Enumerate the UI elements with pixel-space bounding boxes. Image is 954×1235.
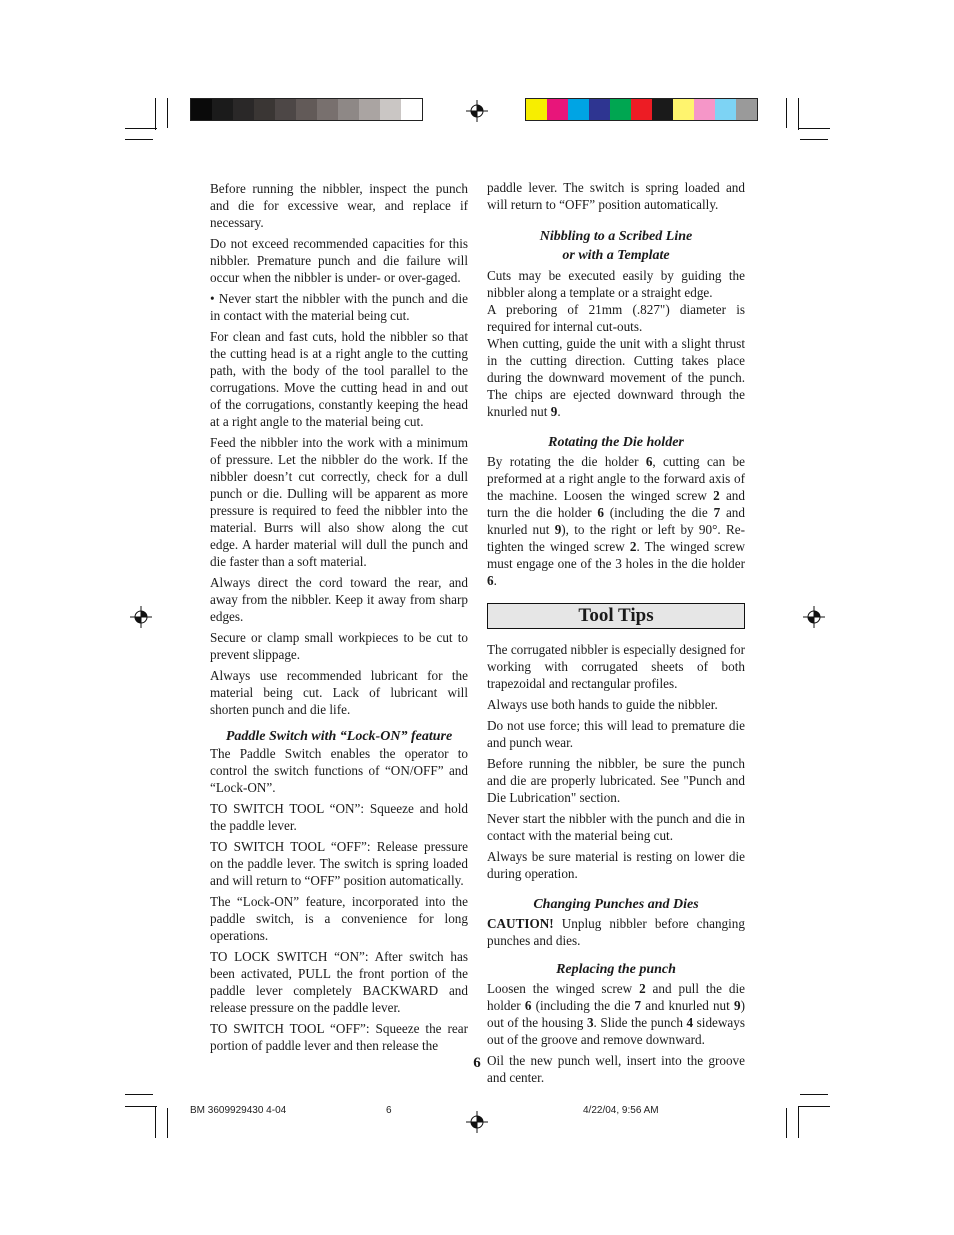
text-run: and pull the die holder bbox=[487, 981, 746, 1013]
text-run: (including the die bbox=[603, 505, 714, 520]
crop-mark bbox=[125, 1106, 157, 1107]
text-run: . bbox=[557, 404, 561, 419]
paragraph: The Paddle Switch enables the operator to control the switch functions of “ON/OFF” and “Lock-ON”. bbox=[210, 746, 468, 795]
crop-mark bbox=[798, 128, 830, 129]
text-run: ), to the right or left by 90°. Re-tighten the winged screw bbox=[487, 522, 745, 554]
color-swatch bbox=[191, 99, 212, 120]
registration-mark-icon bbox=[803, 606, 825, 628]
text-run: Unplug nibbler before changing punches and dies. bbox=[487, 916, 745, 948]
paragraph: Feed the nibbler into the work with a minimum of pressure. Let the nibbler do the work. If the nibbler doesn’t cut correctly, check for a dull punch or die. Dulling will be apparent as more pressure is required to feed the nibbler into the material. Burrs will also show along the cut edge. A harder material will dull the punch and die faster than a soft material. bbox=[210, 435, 468, 569]
tool-tips-heading: Tool Tips bbox=[487, 603, 745, 629]
crop-mark bbox=[798, 1106, 799, 1138]
part-number: 9 bbox=[554, 522, 562, 537]
paragraph: Never start the nibbler with the punch and die in contact with the material being cut. bbox=[487, 811, 745, 843]
section-heading-rotating: Rotating the Die holder bbox=[548, 435, 684, 450]
color-swatch bbox=[380, 99, 401, 120]
crop-mark bbox=[155, 1106, 156, 1138]
text-run: ) out of the housing bbox=[487, 998, 745, 1030]
paragraph: Oil the new punch well, insert into the groove and center. bbox=[487, 1053, 745, 1085]
part-number: 6 bbox=[524, 998, 532, 1013]
paragraph bbox=[487, 453, 745, 589]
text-run: (including the die bbox=[531, 998, 635, 1013]
paragraph: Cuts may be executed easily by guiding the nibbler along a template or a straight edge. bbox=[487, 268, 745, 300]
color-swatch bbox=[547, 99, 568, 120]
color-swatch bbox=[673, 99, 694, 120]
part-number: 6 bbox=[597, 505, 604, 520]
paragraph: Always use recommended lubricant for the material being cut. Lack of lubricant will shorten punch and die life. bbox=[210, 668, 468, 717]
paragraph: TO SWITCH TOOL “OFF”: Squeeze the rear portion of paddle lever and then release the bbox=[210, 1021, 468, 1053]
color-swatch bbox=[317, 99, 338, 120]
text-run: and knurled nut bbox=[641, 998, 734, 1013]
text-run: and turn the die holder bbox=[487, 488, 745, 520]
crop-mark bbox=[798, 98, 799, 130]
crop-mark bbox=[798, 1106, 830, 1107]
paragraph bbox=[487, 915, 745, 949]
color-swatch bbox=[694, 99, 715, 120]
section-heading-replacing: Replacing the punch bbox=[556, 962, 676, 977]
paragraph: TO SWITCH TOOL “OFF”: Release pressure on the paddle lever. The switch is spring loaded and will return to “OFF” position automatically. bbox=[210, 839, 468, 888]
paragraph: The “Lock-ON” feature, incorporated into the paddle switch, is a convenience for long operations. bbox=[210, 894, 468, 943]
part-number: 2 bbox=[713, 488, 720, 503]
color-swatch bbox=[401, 99, 422, 120]
paragraph: TO SWITCH TOOL “ON”: Squeeze and hold the paddle lever. bbox=[210, 801, 468, 833]
part-number: 2 bbox=[629, 539, 637, 554]
registration-mark-icon bbox=[130, 606, 152, 628]
part-number: 2 bbox=[639, 981, 646, 996]
paragraph: Do not exceed recommended capacities for this nibbler. Premature punch and die failure will occur when the nibbler is under- or over-gaged. bbox=[210, 236, 468, 285]
paragraph bbox=[487, 980, 745, 1048]
color-swatch bbox=[275, 99, 296, 120]
cmyk-color-bar bbox=[525, 98, 758, 121]
paragraph: TO LOCK SWITCH “ON”: After switch has been activated, PULL the front portion of the paddle lever completely BACKWARD and release pressure on the paddle lever. bbox=[210, 949, 468, 1015]
color-swatch bbox=[212, 99, 233, 120]
crop-mark bbox=[800, 1094, 828, 1095]
page-number: 6 bbox=[473, 1055, 481, 1071]
text-run: By rotating the die holder bbox=[487, 454, 646, 469]
color-swatch bbox=[296, 99, 317, 120]
color-swatch bbox=[736, 99, 757, 120]
paragraph: Secure or clamp small workpieces to be cut to prevent slippage. bbox=[210, 630, 468, 662]
paragraph: A preboring of 21mm (.827") diameter is required for internal cut-outs. bbox=[487, 302, 745, 334]
paragraph: The corrugated nibbler is especially designed for working with corrugated sheets of both trapezoidal and rectangular profiles. bbox=[487, 642, 745, 691]
crop-mark bbox=[167, 98, 168, 128]
crop-mark bbox=[125, 1094, 153, 1095]
text-run: . Slide the punch bbox=[593, 1015, 687, 1030]
section-heading-paddle-switch: Paddle Switch with “Lock-ON” feature bbox=[225, 729, 453, 744]
footer-file-name: BM 3609929430 4-04 bbox=[190, 1105, 287, 1116]
registration-mark-icon bbox=[466, 1111, 488, 1133]
paragraph: paddle lever. The switch is spring loaded and will return to “OFF” position automatically. bbox=[487, 180, 745, 212]
part-number: 9 bbox=[550, 404, 558, 419]
paragraph: Always use both hands to guide the nibbler. bbox=[487, 697, 718, 712]
crop-mark bbox=[155, 98, 156, 130]
registration-mark-icon bbox=[466, 100, 488, 122]
part-number: 4 bbox=[686, 1015, 694, 1030]
color-swatch bbox=[359, 99, 380, 120]
paragraph: Before running the nibbler, inspect the punch and die for excessive wear, and replace if necessary. bbox=[210, 181, 468, 230]
color-swatch bbox=[589, 99, 610, 120]
crop-mark bbox=[786, 98, 787, 128]
section-heading-nibbling bbox=[487, 227, 745, 265]
part-number: 3 bbox=[586, 1015, 594, 1030]
left-column bbox=[210, 180, 468, 1058]
paragraph: Do not use force; this will lead to premature die and punch wear. bbox=[487, 718, 745, 750]
paragraph: Always direct the cord toward the rear, and away from the nibbler. Keep it away from sharp edges. bbox=[210, 575, 468, 624]
section-heading-changing: Changing Punches and Dies bbox=[533, 897, 699, 912]
color-swatch bbox=[610, 99, 631, 120]
color-swatch bbox=[631, 99, 652, 120]
footer-page: 6 bbox=[386, 1105, 392, 1116]
text-run: Loosen the winged screw bbox=[487, 981, 640, 996]
paragraph: For clean and fast cuts, hold the nibbler so that the cutting head is at a right angle to the cutting path, with the body of the tool parallel to the corrugations. Move the cutting head in and out of the corrugations, constantly keeping the head at a right angle to the material being cut. bbox=[210, 329, 468, 429]
crop-mark bbox=[800, 139, 828, 140]
color-swatch bbox=[233, 99, 254, 120]
crop-mark bbox=[125, 128, 157, 129]
footer-timestamp: 4/22/04, 9:56 AM bbox=[583, 1105, 659, 1116]
bullet-item: • Never start the nibbler with the punch and die in contact with the material being cut. bbox=[210, 291, 468, 323]
color-swatch bbox=[338, 99, 359, 120]
text-run: . bbox=[493, 573, 497, 588]
text-run: sideways out of the groove and remove downward. bbox=[487, 1015, 745, 1047]
color-swatch bbox=[715, 99, 736, 120]
heading-line: or with a Template bbox=[562, 248, 670, 263]
color-swatch bbox=[652, 99, 673, 120]
right-column bbox=[487, 179, 745, 1090]
caution-label: CAUTION! bbox=[487, 916, 554, 931]
gray-color-bar bbox=[190, 98, 423, 121]
text-run: and knurled nut bbox=[487, 505, 745, 537]
text-run: . The winged screw must engage one of the 3 holes in the die holder bbox=[487, 539, 745, 571]
heading-line: Nibbling to a Scribed Line bbox=[539, 229, 693, 244]
color-swatch bbox=[526, 99, 547, 120]
paragraph: Before running the nibbler, be sure the punch and die are properly lubricated. See "Punch and Die Lubrication" section. bbox=[487, 756, 745, 805]
color-swatch bbox=[254, 99, 275, 120]
crop-mark bbox=[786, 1108, 787, 1138]
paragraph bbox=[487, 335, 745, 420]
crop-mark bbox=[167, 1108, 168, 1138]
part-number: 7 bbox=[634, 998, 642, 1013]
color-swatch bbox=[568, 99, 589, 120]
text-run: When cutting, guide the unit with a slight thrust in the cutting direction. Cutting takes place during the downward movement of the punch. The chips are ejected downward through the knurled nut bbox=[487, 336, 745, 419]
part-number: 9 bbox=[733, 998, 741, 1013]
part-number: 6 bbox=[645, 454, 653, 469]
crop-mark bbox=[125, 139, 153, 140]
part-number: 7 bbox=[713, 505, 721, 520]
part-number: 6 bbox=[487, 573, 494, 588]
text-run: , cutting can be preformed at a right angle to the forward axis of the machine. Loosen the winged screw bbox=[487, 454, 745, 503]
paragraph: Always be sure material is resting on lower die during operation. bbox=[487, 849, 745, 881]
